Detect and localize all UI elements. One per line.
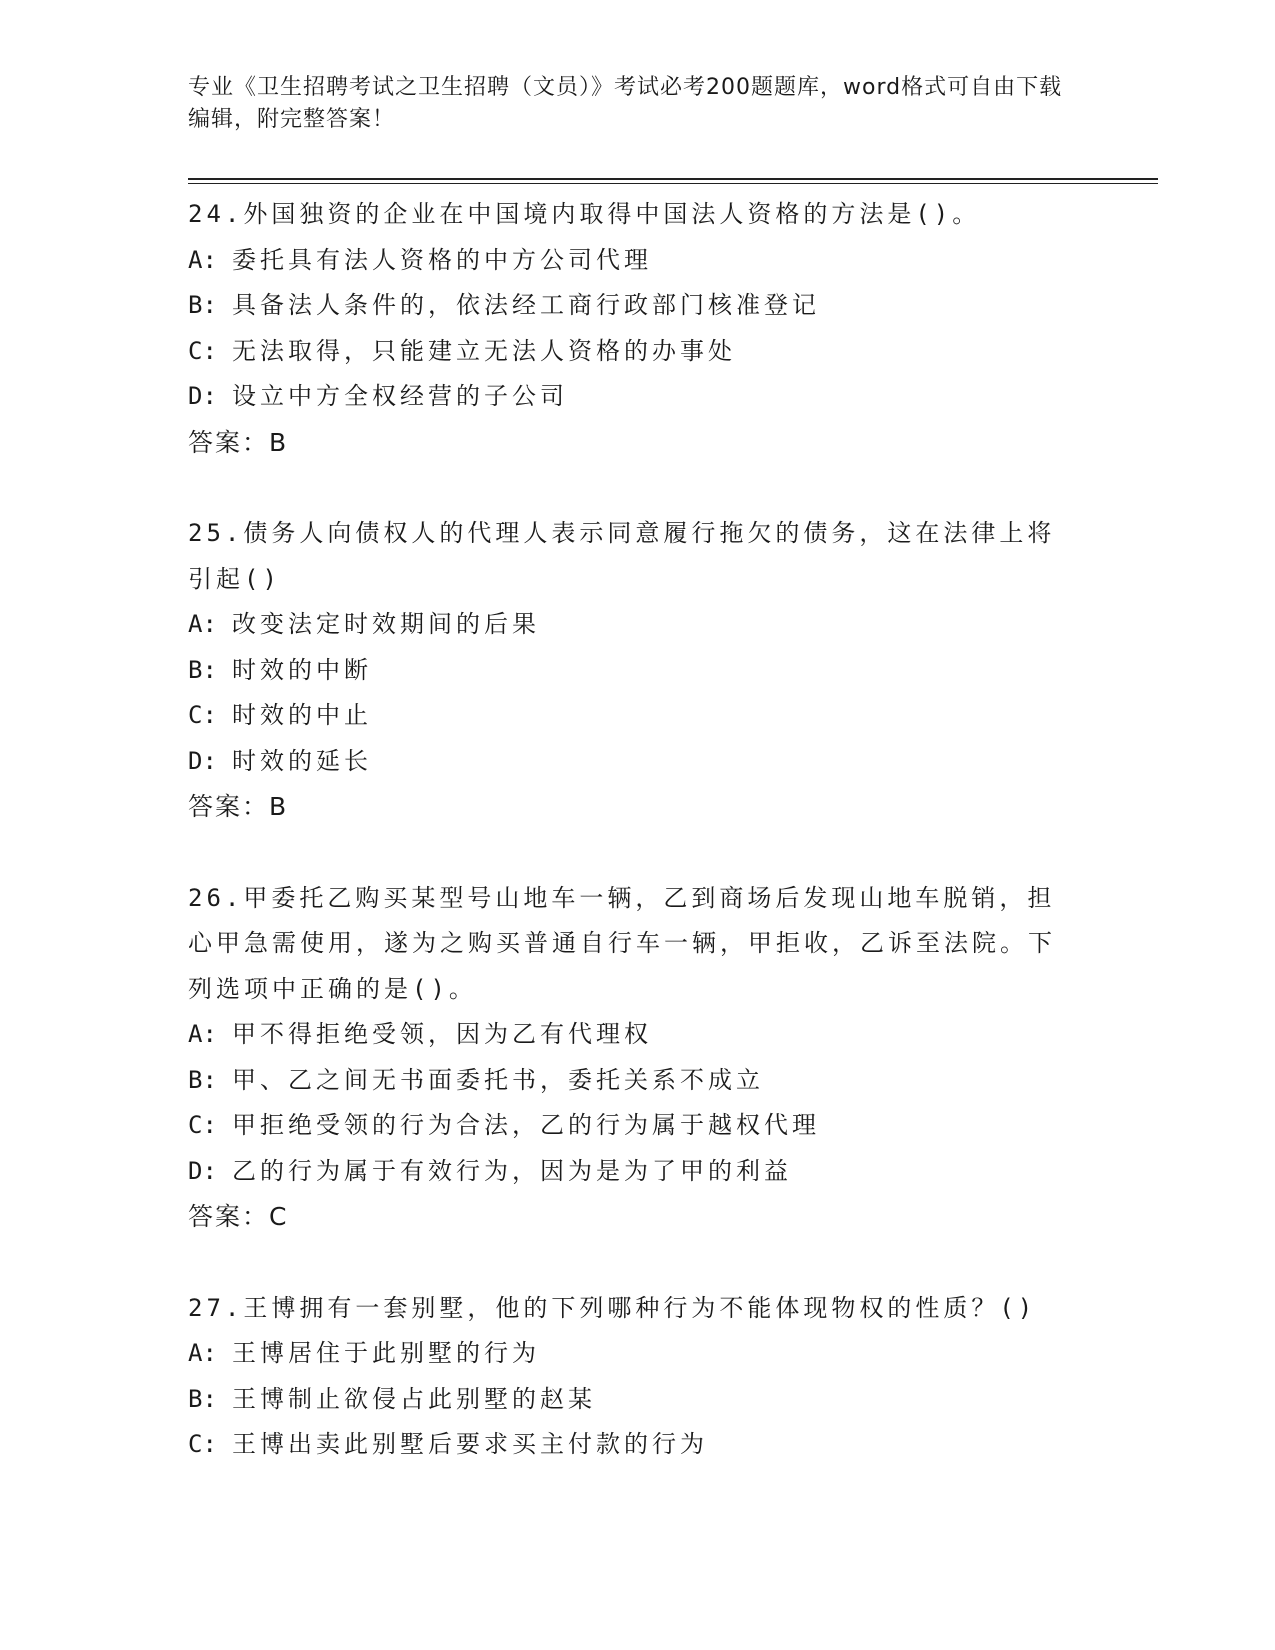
- question-25: [188, 511, 1088, 830]
- option-text: 设立中方全权经营的子公司: [232, 382, 568, 410]
- option-b: [188, 648, 1088, 694]
- option-b: [188, 283, 1088, 329]
- option-text: 时效的中止: [232, 701, 372, 729]
- option-letter: C:: [188, 701, 217, 729]
- option-letter: A:: [188, 1339, 217, 1367]
- option-c: [188, 1422, 1088, 1468]
- option-text: 王博出卖此别墅后要求买主付款的行为: [232, 1430, 708, 1458]
- question-list: [188, 192, 1088, 1468]
- option-text: 王博制止欲侵占此别墅的赵某: [232, 1384, 596, 1413]
- question-26: [188, 876, 1088, 1240]
- option-letter: C:: [188, 1430, 217, 1458]
- question-24: [188, 192, 1088, 465]
- option-a: [188, 238, 1088, 284]
- header-divider-thick: [188, 178, 1158, 180]
- question-27: [188, 1286, 1088, 1468]
- option-letter: D:: [188, 1156, 217, 1185]
- option-letter: B:: [188, 1384, 217, 1413]
- option-text: 时效的延长: [232, 746, 372, 775]
- option-text: 具备法人条件的，依法经工商行政部门核准登记: [232, 291, 820, 319]
- option-text: 甲、乙之间无书面委托书，委托关系不成立: [232, 1065, 764, 1094]
- option-b: [188, 1377, 1088, 1423]
- question-text: 27.王博拥有一套别墅，他的下列哪种行为不能体现物权的性质？(): [188, 1293, 1037, 1322]
- option-text: 王博居住于此别墅的行为: [232, 1339, 540, 1367]
- answer-line: 答案：B: [188, 792, 289, 821]
- option-c: [188, 1103, 1088, 1149]
- option-c: [188, 693, 1088, 739]
- option-letter: B:: [188, 655, 217, 684]
- answer-line: 答案：B: [188, 427, 289, 457]
- option-letter: B:: [188, 291, 217, 319]
- option-d: [188, 1149, 1088, 1195]
- option-letter: A:: [188, 245, 217, 274]
- option-letter: D:: [188, 746, 217, 775]
- option-text: 甲不得拒绝受领，因为乙有代理权: [232, 1020, 652, 1048]
- option-b: [188, 1058, 1088, 1104]
- option-text: 无法取得，只能建立无法人资格的办事处: [232, 336, 736, 365]
- question-text: 25.债务人向债权人的代理人表示同意履行拖欠的债务，这在法律上将引起(): [188, 519, 1056, 593]
- option-text: 时效的中断: [232, 655, 372, 684]
- option-a: [188, 1331, 1088, 1377]
- option-c: [188, 329, 1088, 375]
- option-letter: D:: [188, 382, 217, 410]
- option-d: [188, 739, 1088, 785]
- question-text: 24.外国独资的企业在中国境内取得中国法人资格的方法是()。: [188, 200, 981, 228]
- option-a: [188, 602, 1088, 648]
- option-text: 委托具有法人资格的中方公司代理: [232, 245, 652, 274]
- option-letter: A:: [188, 610, 217, 638]
- header-divider-thin: [188, 183, 1158, 184]
- option-d: [188, 374, 1088, 420]
- option-letter: C:: [188, 1111, 217, 1139]
- option-a: [188, 1012, 1088, 1058]
- option-text: 甲拒绝受领的行为合法，乙的行为属于越权代理: [232, 1111, 820, 1139]
- option-text: 乙的行为属于有效行为，因为是为了甲的利益: [232, 1156, 792, 1185]
- option-letter: C:: [188, 336, 217, 365]
- document-intro: 专业《卫生招聘考试之卫生招聘（文员）》考试必考200题题库，word格式可自由下载编辑，附完整答案！: [188, 75, 1063, 132]
- option-letter: B:: [188, 1065, 217, 1094]
- question-text: 26.甲委托乙购买某型号山地车一辆，乙到商场后发现山地车脱销，担心甲急需使用，遂为之购买普通自行车一辆，甲拒收，乙诉至法院。下列选项中正确的是()。: [188, 883, 1056, 1003]
- answer-line: 答案：C: [188, 1202, 289, 1231]
- option-letter: A:: [188, 1020, 217, 1048]
- option-text: 改变法定时效期间的后果: [232, 610, 540, 638]
